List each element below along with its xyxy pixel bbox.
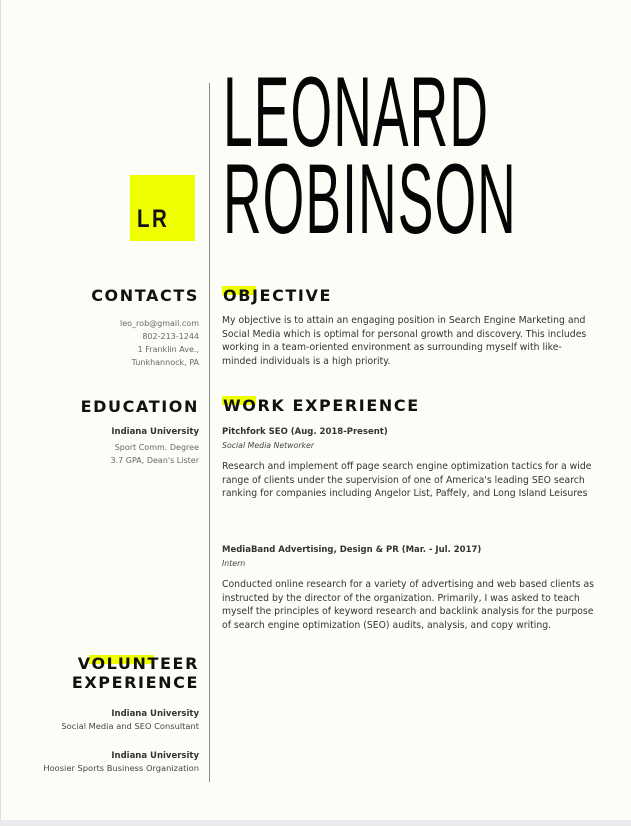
education-heading: EDUCATION xyxy=(80,397,199,416)
contact-address-line1: 1 Franklin Ave., xyxy=(137,345,199,354)
volunteer-heading-line2: EXPERIENCE xyxy=(71,673,199,692)
volunteer-heading xyxy=(72,654,199,692)
volunteer-org: Indiana University xyxy=(111,709,199,719)
contacts-heading: CONTACTS xyxy=(91,286,199,305)
volunteer-org: Indiana University xyxy=(111,751,199,761)
job-role: Intern xyxy=(222,559,246,568)
objective-text: My objective is to attain an engaging position in Search Engine Marketing and Social Media which is optimal for personal growth and discovery. This includes working in a team-oriented environment as surrounding myself with like-minded individuals is a high priority. xyxy=(222,315,587,367)
job-description: Research and implement off page search engine optimization tactics for a wide range of clients under the supervision of one of America's leading SEO search ranking for companies including Angelor List, Paffely, and Long Island Leisures xyxy=(222,461,592,499)
vertical-divider xyxy=(209,83,210,782)
volunteer-role: Hoosier Sports Business Organization xyxy=(43,763,199,773)
last-name: ROBINSON xyxy=(223,143,517,254)
job-role: Social Media Networker xyxy=(222,441,315,450)
objective-heading: OBJECTIVE xyxy=(223,286,333,305)
job-title: Pitchfork SEO (Aug. 2018-Present) xyxy=(222,427,388,437)
contact-email[interactable]: leo_rob@gmail.com xyxy=(120,319,199,328)
job-entry xyxy=(222,427,602,501)
first-name: LEONARD xyxy=(223,56,490,167)
education-section xyxy=(111,427,200,467)
monogram-badge xyxy=(130,175,195,241)
education-details: 3.7 GPA, Dean's Lister xyxy=(110,456,199,465)
contacts-section xyxy=(120,317,199,369)
contact-address-line2: Tunkhannock, PA xyxy=(131,358,199,367)
contact-phone[interactable]: 802-213-1244 xyxy=(142,332,199,341)
full-name xyxy=(223,56,517,254)
job-entry xyxy=(222,545,602,632)
job-description: Conducted online research for a variety of advertising and web based clients as instructed by the director of the organization. Primarily, I was asked to teach myself the principles of keyword research and backlink analysis for the purpose of search engine optimization (SEO) audits, analysis, and copy writing. xyxy=(222,579,594,631)
work-heading: WORK EXPERIENCE xyxy=(223,396,420,415)
education-school: Indiana University xyxy=(111,427,199,437)
volunteer-heading-line1: VOLUNTEER xyxy=(77,654,199,673)
volunteer-item xyxy=(43,751,199,773)
education-degree: Sport Comm. Degree xyxy=(114,443,199,452)
monogram-initials: LR xyxy=(137,205,170,233)
volunteer-item xyxy=(61,709,199,731)
volunteer-role: Social Media and SEO Consultant xyxy=(61,721,199,731)
job-title: MediaBand Advertising, Design & PR (Mar. - Jul. 2017) xyxy=(222,545,482,555)
